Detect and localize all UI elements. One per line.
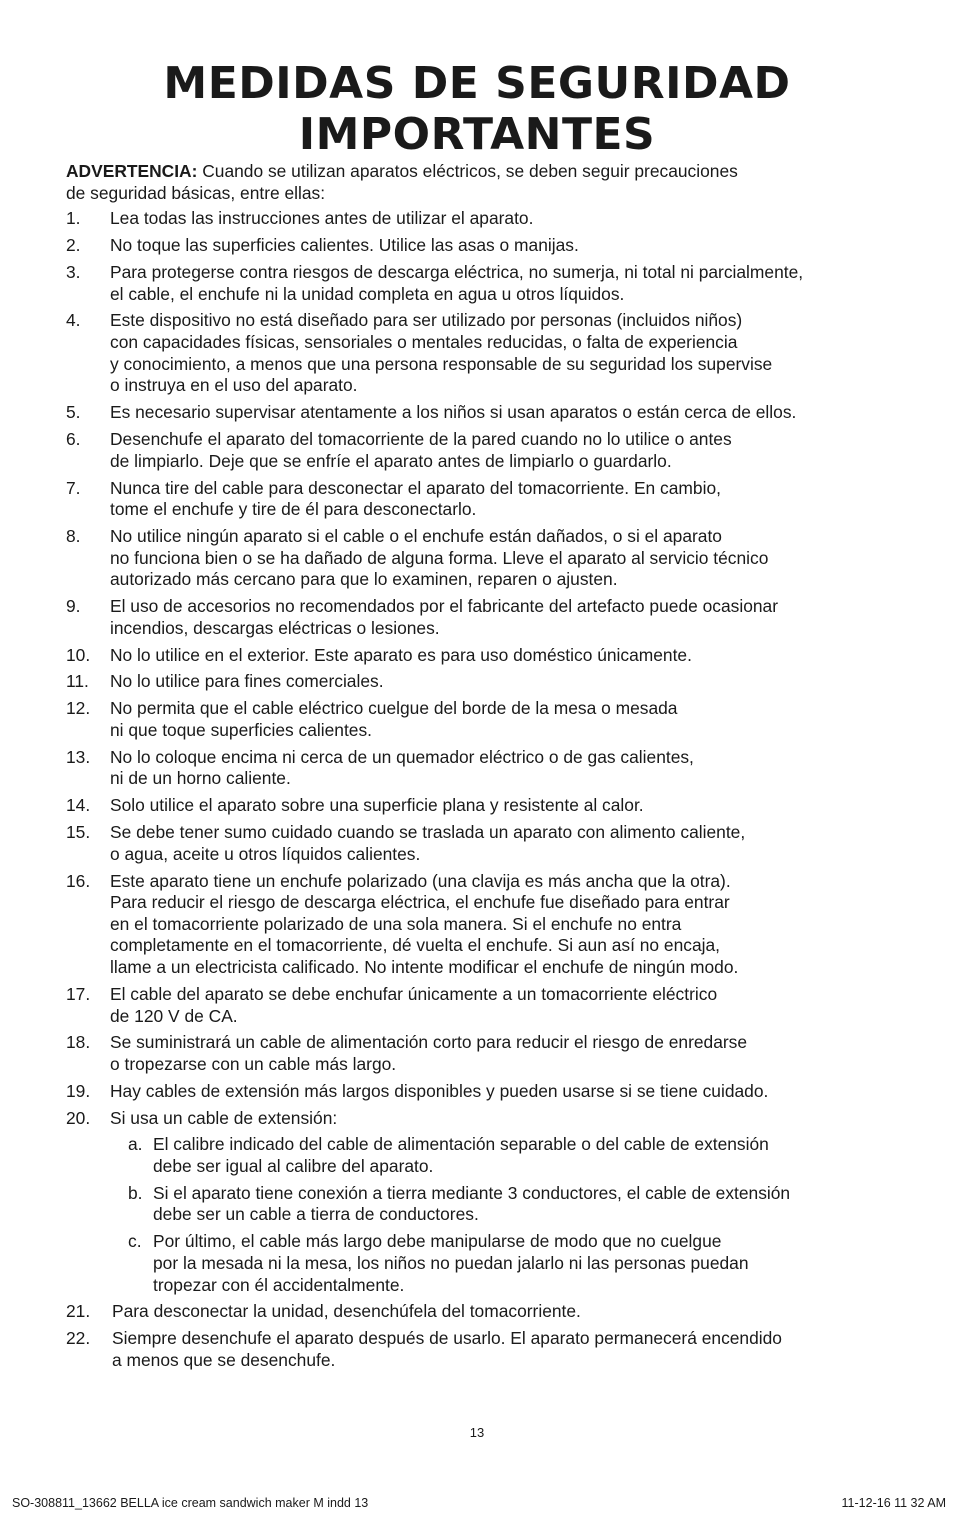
item-number: 15. xyxy=(66,822,91,843)
page-title xyxy=(0,58,954,160)
sub-item-letter: a. xyxy=(128,1134,143,1155)
safety-list-item xyxy=(66,310,906,396)
item-text-line: tome el enchufe y tire de él para desconectarlo. xyxy=(110,499,477,520)
item-number: 4. xyxy=(66,310,81,331)
item-text-line: y conocimiento, a menos que una persona responsable de su seguridad los supervise xyxy=(110,353,773,374)
item-text-line: Si usa un cable de extensión: xyxy=(110,1107,338,1128)
item-number: 16. xyxy=(66,870,91,891)
safety-list xyxy=(66,208,906,1371)
item-number: 12. xyxy=(66,698,91,719)
item-number: 9. xyxy=(66,596,81,617)
safety-list-item xyxy=(66,1081,906,1103)
item-number: 14. xyxy=(66,795,91,816)
item-text-line: Para protegerse contra riesgos de descarga eléctrica, no sumerja, ni total ni parcialmente, xyxy=(110,261,804,282)
warning-text-line-1: Cuando se utilizan aparatos eléctricos, se deben seguir precauciones xyxy=(197,161,738,181)
safety-list-item xyxy=(66,871,906,979)
item-number: 3. xyxy=(66,261,81,282)
warning-text-line-2: de seguridad básicas, entre ellas: xyxy=(66,182,326,203)
item-text-line: No permita que el cable eléctrico cuelgue del borde de la mesa o mesada xyxy=(110,698,678,719)
item-text-line: Lea todas las instrucciones antes de utilizar el aparato. xyxy=(110,208,534,229)
safety-list-item xyxy=(66,526,906,591)
item-text-line: el cable, el enchufe ni la unidad completa en agua u otros líquidos. xyxy=(110,283,625,304)
item-text-line: ni que toque superficies calientes. xyxy=(110,719,372,740)
item-text-line: Solo utilice el aparato sobre una superficie plana y resistente al calor. xyxy=(110,795,644,816)
safety-list-item xyxy=(66,262,906,305)
item-number: 1. xyxy=(66,208,81,229)
item-number: 18. xyxy=(66,1032,91,1053)
sub-item-text-line: por la mesada ni la mesa, los niños no puedan jalarlo ni las personas puedan xyxy=(153,1252,749,1273)
item-number: 8. xyxy=(66,525,81,546)
item-number: 19. xyxy=(66,1080,91,1101)
item-text-line: No lo utilice para fines comerciales. xyxy=(110,671,384,692)
safety-list-item xyxy=(66,596,906,639)
item-text-line: Se suministrará un cable de alimentación corto para reducir el riesgo de enredarse xyxy=(110,1032,748,1053)
page-title-line-1: MEDIDAS DE SEGURIDAD xyxy=(163,58,791,109)
footer-file-info: SO-308811_13662 BELLA ice cream sandwich maker M indd 13 xyxy=(12,1496,369,1510)
item-text-line: El cable del aparato se debe enchufar únicamente a un tomacorriente eléctrico xyxy=(110,983,718,1004)
safety-list-item xyxy=(66,747,906,790)
sub-list-item xyxy=(110,1231,906,1296)
item-text-line: o tropezarse con un cable más largo. xyxy=(110,1054,397,1075)
item-text-line: Este dispositivo no está diseñado para ser utilizado por personas (incluidos niños) xyxy=(110,310,743,331)
warning-label: ADVERTENCIA: xyxy=(66,161,198,181)
sub-item-text-line: tropezar con él accidentalmente. xyxy=(153,1274,405,1295)
sub-list-item xyxy=(110,1134,906,1177)
safety-list-item xyxy=(66,1328,906,1371)
item-text-line: de 120 V de CA. xyxy=(110,1005,238,1026)
item-number: 11. xyxy=(66,671,89,692)
item-number: 21. xyxy=(66,1301,91,1322)
sub-item-letter: b. xyxy=(128,1182,143,1203)
item-text-line: completamente en el tomacorriente, dé vuelta el enchufe. Si aun así no encaja, xyxy=(110,935,721,956)
item-text-line: Se debe tener sumo cuidado cuando se traslada un aparato con alimento caliente, xyxy=(110,822,746,843)
safety-list-item xyxy=(66,984,906,1027)
item-text-line: con capacidades físicas, sensoriales o mentales reducidas, o falta de experiencia xyxy=(110,332,738,353)
safety-list-item xyxy=(66,1032,906,1075)
sub-item-text-line: debe ser un cable a tierra de conductores. xyxy=(153,1204,479,1225)
item-number: 2. xyxy=(66,235,81,256)
item-text-line: a menos que se desenchufe. xyxy=(112,1349,336,1370)
safety-list-item xyxy=(66,478,906,521)
item-text-line: Para desconectar la unidad, desenchúfela del tomacorriente. xyxy=(112,1301,581,1322)
item-text-line: No lo coloque encima ni cerca de un quemador eléctrico o de gas calientes, xyxy=(110,746,694,767)
item-text-line: o instruya en el uso del aparato. xyxy=(110,375,358,396)
item-number: 13. xyxy=(66,746,91,767)
item-number: 7. xyxy=(66,477,81,498)
item-text-line: de limpiarlo. Deje que se enfríe el aparato antes de limpiarlo o guardarlo. xyxy=(110,450,672,471)
page-number: 13 xyxy=(469,1425,485,1440)
item-text-line: Para reducir el riesgo de descarga eléctrica, el enchufe fue diseñado para entrar xyxy=(110,892,730,913)
safety-list-item xyxy=(66,795,906,817)
sub-list-item xyxy=(110,1183,906,1226)
safety-content xyxy=(66,161,906,1377)
safety-list-item xyxy=(66,1301,906,1323)
item-text-line: No toque las superficies calientes. Utilice las asas o manijas. xyxy=(110,235,579,256)
safety-list-item xyxy=(66,645,906,667)
safety-list-item xyxy=(66,429,906,472)
item-text-line: ni de un horno caliente. xyxy=(110,768,291,789)
safety-list-item xyxy=(66,1108,906,1296)
item-number: 10. xyxy=(66,644,91,665)
item-text-line: incendios, descargas eléctricas o lesiones. xyxy=(110,617,440,638)
sub-item-text-line: El calibre indicado del cable de alimentación separable o del cable de extensión xyxy=(153,1134,769,1155)
item-number: 6. xyxy=(66,429,81,450)
item-text-line: No lo utilice en el exterior. Este aparato es para uso doméstico únicamente. xyxy=(110,644,692,665)
item-text-line: Siempre desenchufe el aparato después de usarlo. El aparato permanecerá encendido xyxy=(112,1328,782,1349)
item-text-line: no funciona bien o se ha dañado de alguna forma. Lleve el aparato al servicio técnico xyxy=(110,547,769,568)
safety-list-item xyxy=(66,235,906,257)
sub-list xyxy=(110,1134,906,1296)
safety-list-item xyxy=(66,671,906,693)
item-text-line: o agua, aceite u otros líquidos calientes. xyxy=(110,843,421,864)
item-text-line: llame a un electricista calificado. No intente modificar el enchufe de ningún modo. xyxy=(110,957,739,978)
sub-item-text-line: Si el aparato tiene conexión a tierra mediante 3 conductores, el cable de extensión xyxy=(153,1182,791,1203)
item-text-line: Es necesario supervisar atentamente a los niños si usan aparatos o están cerca de ellos. xyxy=(110,402,797,423)
sub-item-text-line: debe ser igual al calibre del aparato. xyxy=(153,1155,434,1176)
item-number: 22. xyxy=(66,1328,91,1349)
warning-intro xyxy=(66,161,906,204)
item-text-line: autorizado más cercano para que lo examinen, reparen o ajusten. xyxy=(110,569,618,590)
item-text-line: en el tomacorriente polarizado de una sola manera. Si el enchufe no entra xyxy=(110,913,682,934)
item-number: 20. xyxy=(66,1107,91,1128)
page-title-line-2: IMPORTANTES xyxy=(298,109,656,160)
item-text-line: Este aparato tiene un enchufe polarizado (una clavija es más ancha que la otra). xyxy=(110,870,731,891)
item-text-line: El uso de accesorios no recomendados por el fabricante del artefacto puede ocasionar xyxy=(110,596,779,617)
item-text-line: No utilice ningún aparato si el cable o el enchufe están dañados, o si el aparato xyxy=(110,525,722,546)
item-number: 17. xyxy=(66,983,91,1004)
item-number: 5. xyxy=(66,402,81,423)
sub-item-letter: c. xyxy=(128,1231,142,1252)
item-text-line: Nunca tire del cable para desconectar el aparato del tomacorriente. En cambio, xyxy=(110,477,721,498)
safety-list-item xyxy=(66,822,906,865)
safety-list-item xyxy=(66,402,906,424)
item-text-line: Desenchufe el aparato del tomacorriente de la pared cuando no lo utilice o antes xyxy=(110,429,732,450)
safety-list-item xyxy=(66,698,906,741)
sub-item-text-line: Por último, el cable más largo debe manipularse de modo que no cuelgue xyxy=(153,1231,722,1252)
item-text-line: Hay cables de extensión más largos disponibles y pueden usarse si se tiene cuidado. xyxy=(110,1080,769,1101)
footer-timestamp: 11-12-16 11 32 AM xyxy=(841,1496,946,1510)
safety-list-item xyxy=(66,208,906,230)
